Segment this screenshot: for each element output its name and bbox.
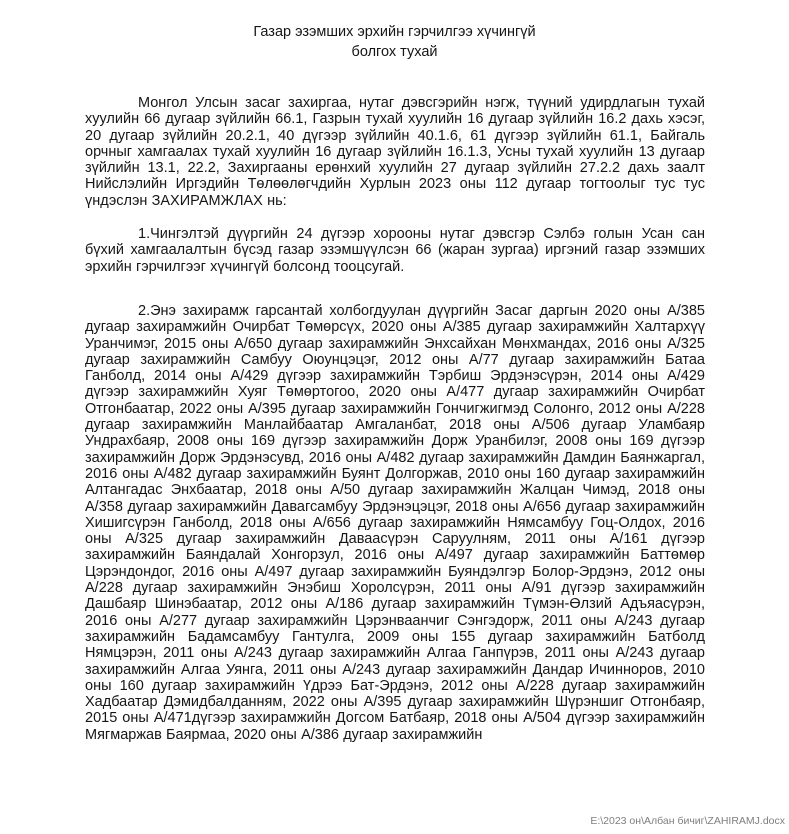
title-line-2: болгох тухай	[351, 43, 438, 60]
file-path-footer: E:\2023 он\Албан бичиг\ZAHIRAMJ.docx	[584, 815, 785, 827]
clause-2-paragraph: 2.Энэ захирамж гарсантай холбогдуулан дүүргийн Засаг даргын 2020 оны А/385 дугаар захирамжийн Очирбат Төмөрсүх, 2020 оны А/385 дугаар захирамжийн Халтархүү Уранчимэг, 2015 оны А/650 дугаар захирамжийн Энхсайхан Мөнхмандах, 2016 оны А/325 дугаар захирамжийн Самбуу Оюунцэцэг, 2012 оны А/77 дугаар захирамжийн Батаа Ганболд, 2014 оны А/429 дүгээр захирамжийн Тэрбиш Эрдэнэсүрэн, 2014 оны А/429 дүгээр захирамжийн Хуяг Төмөртогоо, 2020 оны А/477 дугаар захирамжийн Очирбат Отгонбаатар, 2022 оны А/395 дугаар захирамжийн Гончигжигмэд Солонго, 2012 оны А/228 дугаар захирамжийн Манлайбаатар Амгаланбат, 2018 оны А/506 дугаар Уламбаяр Ундрахбаяр, 2008 оны 169 дүгээр захирамжийн Дорж Уранбилэг, 2008 оны 169 дүгээр захирамжийн Дорж Эрдэнэсувд, 2016 оны А/482 дугаар захирамжийн Дамдин Баянжаргал, 2016 оны А/482 дугаар захирамжийн Буянт Долгоржав, 2010 оны 160 дугаар захирамжийн Алтангадас Энхбаатар, 2018 оны А/50 дугаар захирамжийн Жалцан Чимэд, 2018 оны А/358 дугаар захирамжийн Давагсамбуу Эрдэнэцэцэг, 2018 оны А/656 дугаар захирамжийн Хишигсүрэн Ганболд, 2018 оны А/656 дугаар захирамжийн Нямсамбуу Гоц-Олдох, 2016 оны А/325 дугаар захирамжийн Даваасүрэн Саруулням, 2011 оны А/161 дүгээр захирамжийн Баяндалай Хонгорзул, 2016 оны А/497 дугаар захирамжийн Баттөмөр Цэрэндондог, 2016 оны А/497 дугаар захирамжийн Буяндэлгэр Болор-Эрдэнэ, 2012 оны А/228 дугаар захирамжийн Энэбиш Хоролсүрэн, 2011 оны А/91 дүгээр захирамжийн Дашбаяр Шинэбаатар, 2012 оны А/186 дугаар захирамжийн Түмэн-Өлзий Адъяасүрэн, 2016 оны А/277 дугаар захирамжийн Цэрэнваанчиг Сэнгэдорж, 2011 оны А/243 дугаар захирамжийн Бадамсамбуу Гантулга, 2009 оны 155 дугаар захирамжийн Батболд Нямцэрэн, 2011 оны А/243 дугаар захирамжийн Алгаа Ганпүрэв, 2011 оны А/243 дугаар захирамжийн Алгаа Уянга, 2011 оны А/243 дугаар захирамжийн Дандар Ичинноров, 2010 оны 160 дугаар захирамжийн Үдрээ Бат-Эрдэнэ, 2012 оны А/228 дугаар захирамжийн Хадбаатар Дэмидбалданням, 2022 оны А/395 дугаар захирамжийн Шүрэншиг Отгонбаяр, 2015 оны А/471дүгээр захирамжийн Догсом Батбаяр, 2018 оны А/504 дүгээр захирамжийн Мягмаржав Баярмаа, 2020 оны А/386 дугаар захирамжийн	[85, 302, 705, 743]
document-body	[85, 95, 705, 743]
preamble-paragraph: Монгол Улсын засаг захиргаа, нутаг дэвсгэрийн нэгж, түүний удирдлагын тухай хуулийн 66 дугаар зүйлийн 66.1, Газрын тухай хуулийн 16 дугаар зүйлийн 16.2 дахь хэсэг, 20 дугаар зүйлийн 20.2.1, 40 дүгээр зүйлийн 40.1.6, 61 дүгээр зүйлийн 61.1, Байгаль орчныг хамгаалах тухай хуулийн 16 дугаар зүйлийн 16.1.3, Усны тухай хуулийн 13 дугаар зүйлийн 13.1, 22.2, Захиргааны ерөнхий хуулийн 27 дугаар зүйлийн 27.2.2 дахь заалт Нийслэлийн Иргэдийн Төлөөлөгчдийн Хурлын 2023 оны 112 дугаар тогтоолыг тус тус үндэслэн ЗАХИРАМЖЛАХ нь:	[85, 95, 705, 209]
title-line-1: Газар эзэмших эрхийн гэрчилгээ хүчингүй	[253, 24, 536, 40]
document-title	[0, 23, 789, 62]
clause-1-paragraph: 1.Чингэлтэй дүүргийн 24 дүгээр хорооны нутаг дэвсгэр Сэлбэ голын Усан сан бүхий хамгаалалтын бүсэд газар эзэмшүүлсэн 66 (жаран зургаа) иргэний газар эзэмших эрхийн гэрчилгээг хүчингүй болсонд тооцсугай.	[85, 226, 705, 275]
